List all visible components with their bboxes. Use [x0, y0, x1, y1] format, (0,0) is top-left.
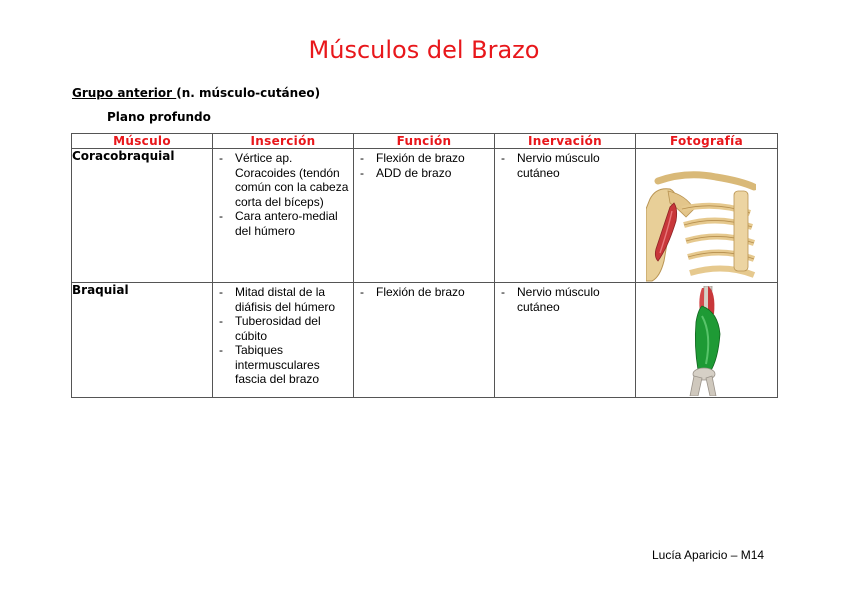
table-row — [72, 149, 778, 283]
brachialis-arm-illustration-icon — [680, 286, 740, 396]
header-funcion: Función — [354, 134, 495, 149]
muscle-name: Braquial — [72, 283, 213, 398]
list-item: - Tuberosidad del cúbito — [213, 314, 349, 343]
page-title: Músculos del Brazo — [308, 36, 540, 64]
funcion-cell — [354, 149, 495, 283]
table-row — [72, 283, 778, 398]
photo-cell — [636, 149, 778, 283]
muscle-name: Coracobraquial — [72, 149, 213, 283]
list-item: - Vértice ap. Coracoides (tendón común con la cabeza corta del bíceps) — [213, 151, 349, 209]
list-item: - Cara antero-medial del húmero — [213, 209, 349, 238]
insercion-cell — [213, 283, 354, 398]
group-heading — [72, 86, 320, 100]
list-item: - Flexión de brazo — [354, 285, 490, 300]
list-item: - Nervio músculo cutáneo — [495, 151, 631, 180]
header-inervacion: Inervación — [495, 134, 636, 149]
group-heading-underlined: Grupo anterior — [72, 86, 177, 100]
section-subtitle: Plano profundo — [107, 110, 211, 124]
photo-cell — [636, 283, 778, 398]
header-fotografia: Fotografía — [636, 134, 778, 149]
list-item: - Tabiques intermusculares fascia del brazo — [213, 343, 349, 387]
group-heading-rest: (n. músculo-cutáneo) — [176, 86, 321, 100]
list-item: - Nervio músculo cutáneo — [495, 285, 631, 314]
insercion-cell — [213, 149, 354, 283]
muscles-table — [71, 133, 778, 398]
footer-author: Lucía Aparicio – M14 — [652, 548, 765, 562]
table-header-row — [72, 134, 778, 149]
header-musculo: Músculo — [72, 134, 213, 149]
list-item: - Flexión de brazo — [354, 151, 490, 166]
header-insercion: Inserción — [213, 134, 354, 149]
list-item: - ADD de brazo — [354, 166, 490, 181]
list-item: - Mitad distal de la diáfisis del húmero — [213, 285, 349, 314]
inervacion-cell — [495, 149, 636, 283]
funcion-cell — [354, 283, 495, 398]
inervacion-cell — [495, 283, 636, 398]
coracobrachialis-shoulder-illustration-icon — [646, 169, 756, 282]
